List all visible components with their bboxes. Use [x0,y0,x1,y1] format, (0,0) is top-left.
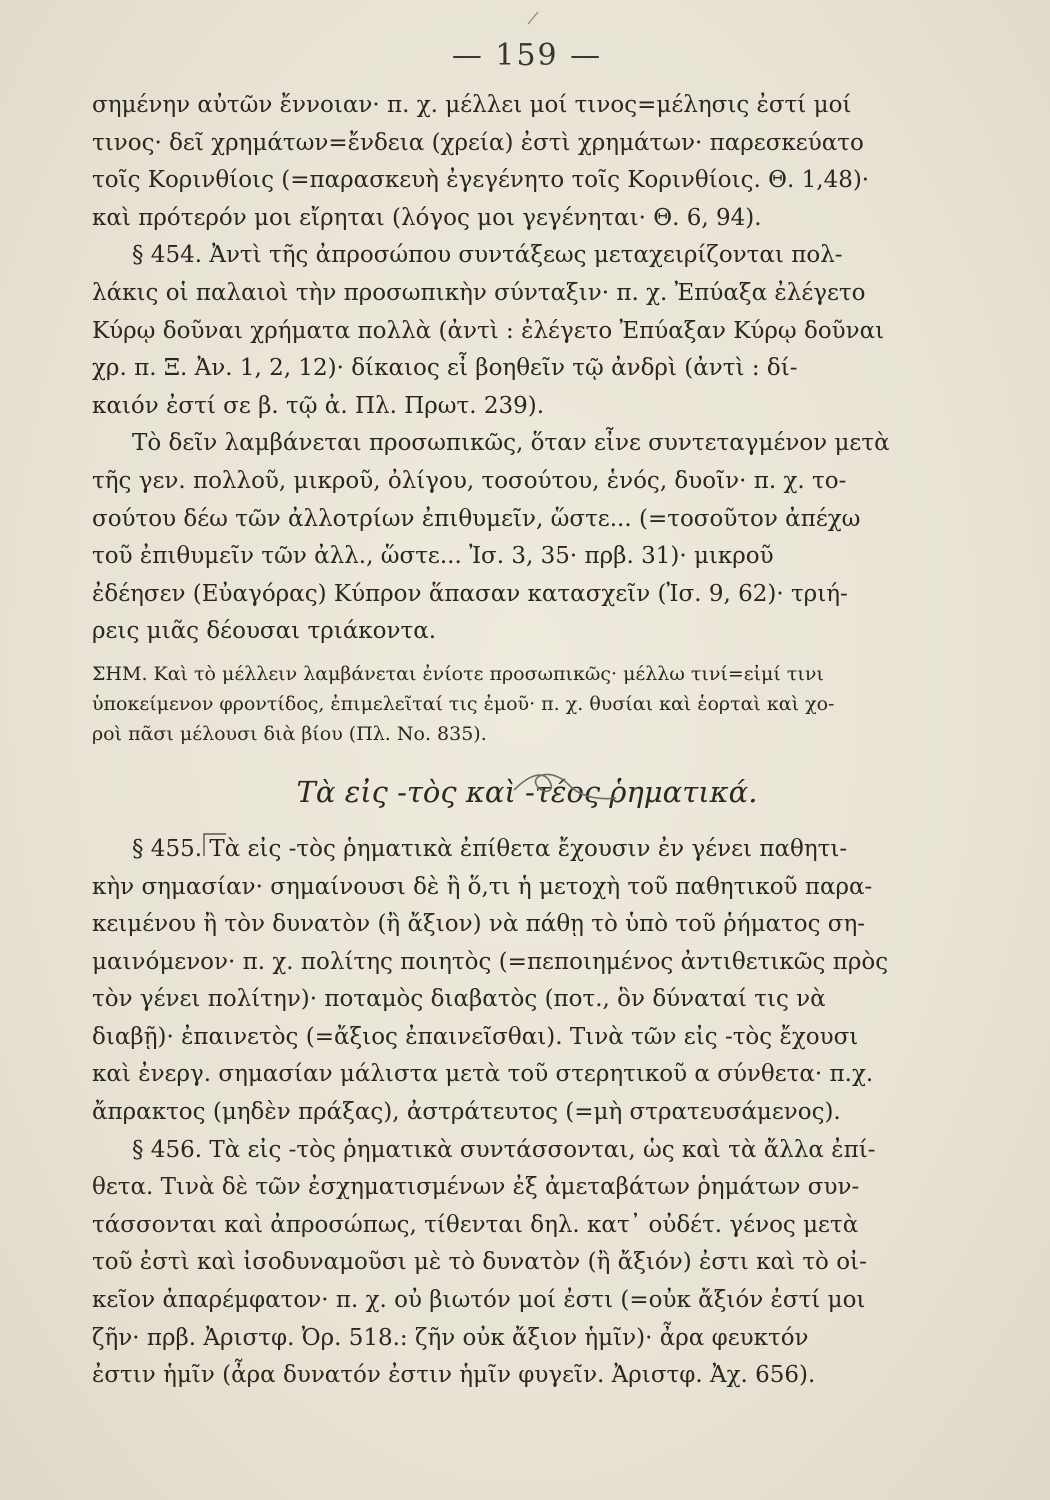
text-line: καιόν ἐστί σε β. τῷ ἀ. Πλ. Πρωτ. 239). [92,392,545,419]
pencil-tick-mark [524,8,544,28]
text-line: ροὶ πᾶσι μέλουσι διὰ βίου (Πλ. Νο. 835). [92,722,487,745]
paragraph-dein [92,425,962,651]
text-line: ἄπρακτος (μηδὲν πράξας), ἀστράτευτος (=μὴ στρατευσάμενος). [92,1099,841,1126]
text-line: ζῆν· πρβ. Ἀριστφ. Ὀρ. 518.: ζῆν οὐκ ἄξιον ἡμῖν)· ἆρα φευκτόν [92,1324,809,1351]
paragraph-456 [92,1132,962,1395]
text-line: καὶ ἐνεργ. σημασίαν μάλιστα μετὰ τοῦ στερητικοῦ α σύνθετα· π.χ. [92,1061,874,1088]
text-line: τὸν γένει πολίτην)· ποταμὸς διαβατὸς (ποτ., ὃν δύναταί τις νὰ [92,986,826,1013]
paragraph-continuation [92,87,962,237]
text-line: τινος· δεῖ χρημάτων=ἔνδεια (χρεία) ἐστὶ χρημάτων· παρεσκεύατο [92,129,864,156]
pencil-corner-mark [200,828,230,858]
text-line: τῆς γεν. πολλοῦ, μικροῦ, ὀλίγου, τοσούτου, ἑνός, δυοῖν· π. χ. το- [92,467,847,494]
text-line: διαβῇ)· ἐπαινετὸς (=ἄξιος ἐπαινεῖσθαι). Τινὰ τῶν εἰς -τὸς ἔχουσι [92,1023,859,1050]
text-line: χρ. π. Ξ. Ἀν. 1, 2, 12)· δίκαιος εἶ βοηθεῖν τῷ ἀνδρὶ (ἀντὶ : δί- [92,355,798,382]
text-line: ΣΗΜ. Καὶ τὸ μέλλειν λαμβάνεται ἐνίοτε προσωπικῶς· μέλλω τινί=εἰμί τινι [92,662,824,685]
text-line: σημένην αὐτῶν ἔννοιαν· π. χ. μέλλει μοί τινος=μέλησις ἐστί μοί [92,92,852,118]
text-line: καὶ πρότερόν μοι εἴρηται (λόγος μοι γεγένηται· Θ. 6, 94). [92,204,762,231]
text-line: τοῦ ἐπιθυμεῖν τῶν ἀλλ., ὥστε... Ἰσ. 3, 35· πρβ. 31)· μικροῦ [92,543,774,570]
text-line: § 455. Τὰ εἰς -τὸς ῥηματικὰ ἐπίθετα ἔχουσιν ἐν γένει παθητι- [132,835,848,862]
pencil-flourish-mark [510,764,620,804]
text-line: Τὸ δεῖν λαμβάνεται προσωπικῶς, ὅταν εἶνε συντεταγμένον μετὰ [132,430,890,457]
paragraph-454 [92,237,962,425]
text-line: κὴν σημασίαν· σημαίνουσι δὲ ἢ ὅ,τι ἡ μετοχὴ τοῦ παθητικοῦ παρα- [92,873,873,900]
text-line: ἐδέησεν (Εὐαγόρας) Κύπρον ἅπασαν κατασχεῖν (Ἰσ. 9, 62)· τριή- [92,580,848,607]
text-line: ὑποκείμενον φροντίδος, ἐπιμελεῖταί τις ἐμοῦ· π. χ. θυσίαι καὶ ἑορταὶ καὶ χο- [92,692,835,715]
text-line: μαινόμενον· π. χ. πολίτης ποιητὸς (=πεποιημένος ἀντιθετικῶς πρὸς [92,948,889,975]
text-line: τοῖς Κορινθίοις (=παρασκευὴ ἐγεγένητο τοῖς Κορινθίοις. Θ. 1,48)· [92,167,870,194]
page-number: — 159 — [451,38,603,73]
text-line: κειμένου ἢ τὸν δυνατὸν (ἢ ἄξιον) νὰ πάθῃ τὸ ὑπὸ τοῦ ῥήματος ση- [92,911,866,938]
text-line: ρεις μιᾶς δέουσαι τριάκοντα. [92,618,437,645]
text-line: σούτου δέω τῶν ἀλλοτρίων ἐπιθυμεῖν, ὥστε... (=τοσοῦτον ἀπέχω [92,505,861,532]
text-line: λάκις οἱ παλαιοὶ τὴν προσωπικὴν σύνταξιν· π. χ. Ἐπύαξα ἐλέγετο [92,279,866,306]
text-line: Κύρῳ δοῦναι χρήματα πολλὰ (ἀντὶ : ἐλέγετο Ἐπύαξαν Κύρῳ δοῦναι [92,317,885,344]
text-line: § 454. Ἀντὶ τῆς ἀπροσώπου συντάξεως μεταχειρίζονται πολ- [132,242,843,269]
text-line: τοῦ ἐστὶ καὶ ἰσοδυναμοῦσι μὲ τὸ δυνατὸν (ἢ ἄξιόν) ἐστι καὶ τὸ οἰ- [92,1249,867,1276]
text-line: ἐστιν ἡμῖν (ἆρα δυνατόν ἐστιν ἡμῖν φυγεῖν. Ἀριστφ. Ἀχ. 656). [92,1362,816,1389]
text-line: κεῖον ἀπαρέμφατον· π. χ. οὐ βιωτόν μοί ἐστι (=οὐκ ἄξιόν ἐστί μοι [92,1287,866,1314]
section-heading: Τὰ εἰς -τὸς καὶ -τέος ῥηματικά. [296,774,758,809]
note-paragraph [92,659,962,749]
text-line: § 456. Τὰ εἰς -τὸς ῥηματικὰ συντάσσονται, ὡς καὶ τὰ ἄλλα ἐπί- [132,1136,876,1163]
text-line: τάσσονται καὶ ἀπροσώπως, τίθενται δηλ. κατ᾽ οὐδέτ. γένος μετὰ [92,1211,859,1238]
paragraph-455 [92,831,962,1132]
text-line: θετα. Τινὰ δὲ τῶν ἐσχηματισμένων ἐξ ἀμεταβάτων ῥημάτων συν- [92,1174,860,1201]
